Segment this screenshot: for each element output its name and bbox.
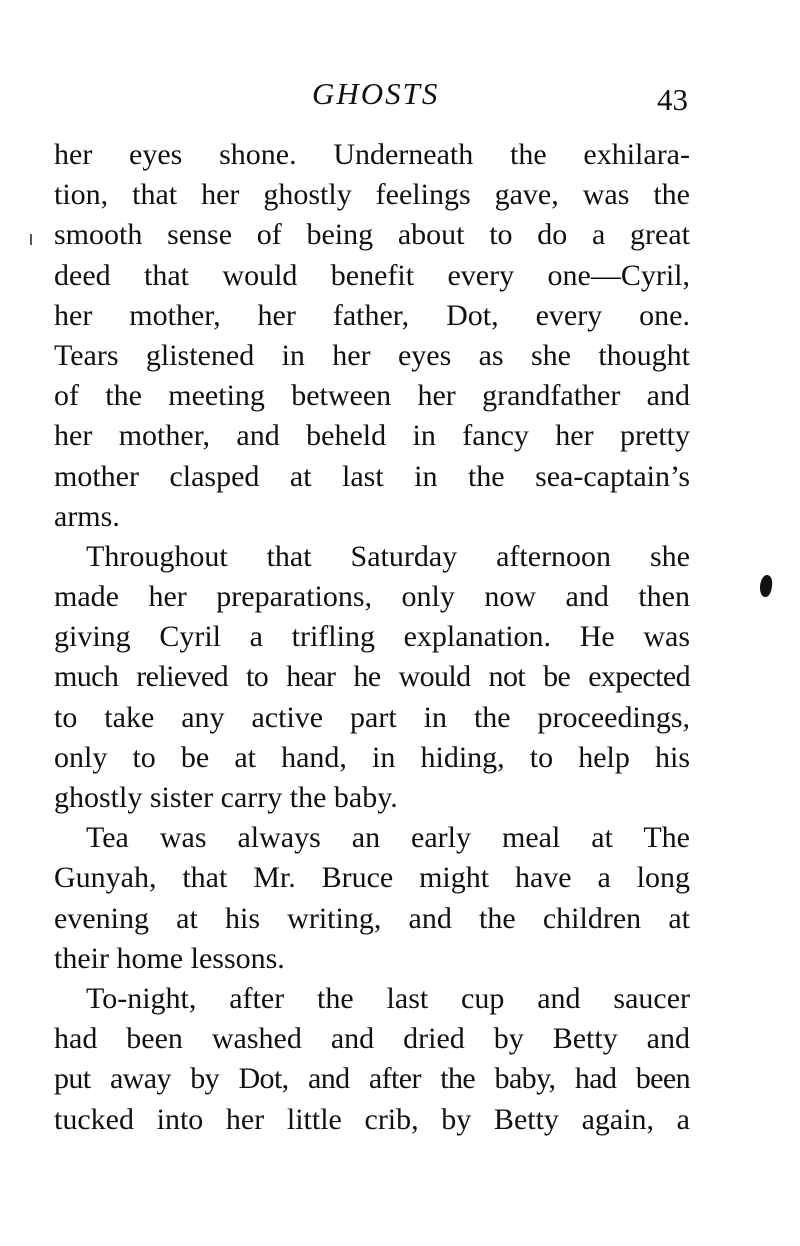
- text-line: Throughout that Saturday afternoon she: [86, 539, 690, 573]
- page-number: 43: [657, 82, 688, 117]
- running-title: GHOSTS: [312, 76, 440, 111]
- paragraph: [54, 979, 690, 1140]
- running-header: [0, 72, 800, 122]
- paragraph: [54, 537, 690, 818]
- paragraph: [54, 818, 690, 979]
- text-line: her eyes shone. Underneath the exhilara-: [54, 138, 690, 171]
- text-line: tion, that her ghostly feelings gave, was the: [54, 178, 690, 212]
- text-line: smooth sense of being about to do a great: [54, 218, 690, 252]
- text-line: made her preparations, only now and then: [54, 580, 690, 614]
- text-line: their home lessons.: [54, 941, 285, 975]
- text-line: much relieved to hear he would not be expected: [54, 660, 690, 694]
- text-line: mother clasped at last in the sea-captain’s: [54, 459, 690, 493]
- text-line: Tears glistened in her eyes as she thought: [54, 338, 690, 372]
- text-line: her mother, and beheld in fancy her pretty: [54, 419, 690, 453]
- text-line: had been washed and dried by Betty and: [54, 1022, 690, 1056]
- margin-tick-mark: [30, 234, 32, 245]
- ink-blot-mark: [758, 574, 774, 598]
- text-line: put away by Dot, and after the baby, had been: [54, 1062, 690, 1096]
- text-line: of the meeting between her grandfather and: [54, 379, 690, 413]
- text-line: giving Cyril a trifling explanation. He was: [54, 620, 690, 654]
- text-line: to take any active part in the proceedings,: [54, 700, 690, 734]
- text-line: only to be at hand, in hiding, to help his: [54, 740, 690, 774]
- text-line: To-night, after the last cup and saucer: [86, 981, 690, 1015]
- text-line: tucked into her little crib, by Betty again, a: [54, 1102, 690, 1136]
- text-line: evening at his writing, and the children at: [54, 901, 690, 935]
- text-line: Gunyah, that Mr. Bruce might have a long: [54, 861, 690, 895]
- text-line: arms.: [54, 499, 120, 533]
- text-line: deed that would benefit every one—Cyril,: [54, 258, 690, 292]
- text-line: her mother, her father, Dot, every one.: [54, 298, 690, 332]
- text-line: ghostly sister carry the baby.: [54, 781, 398, 814]
- body-text: [54, 135, 690, 1140]
- text-line: Tea was always an early meal at The: [86, 821, 690, 855]
- paragraph: [54, 135, 690, 537]
